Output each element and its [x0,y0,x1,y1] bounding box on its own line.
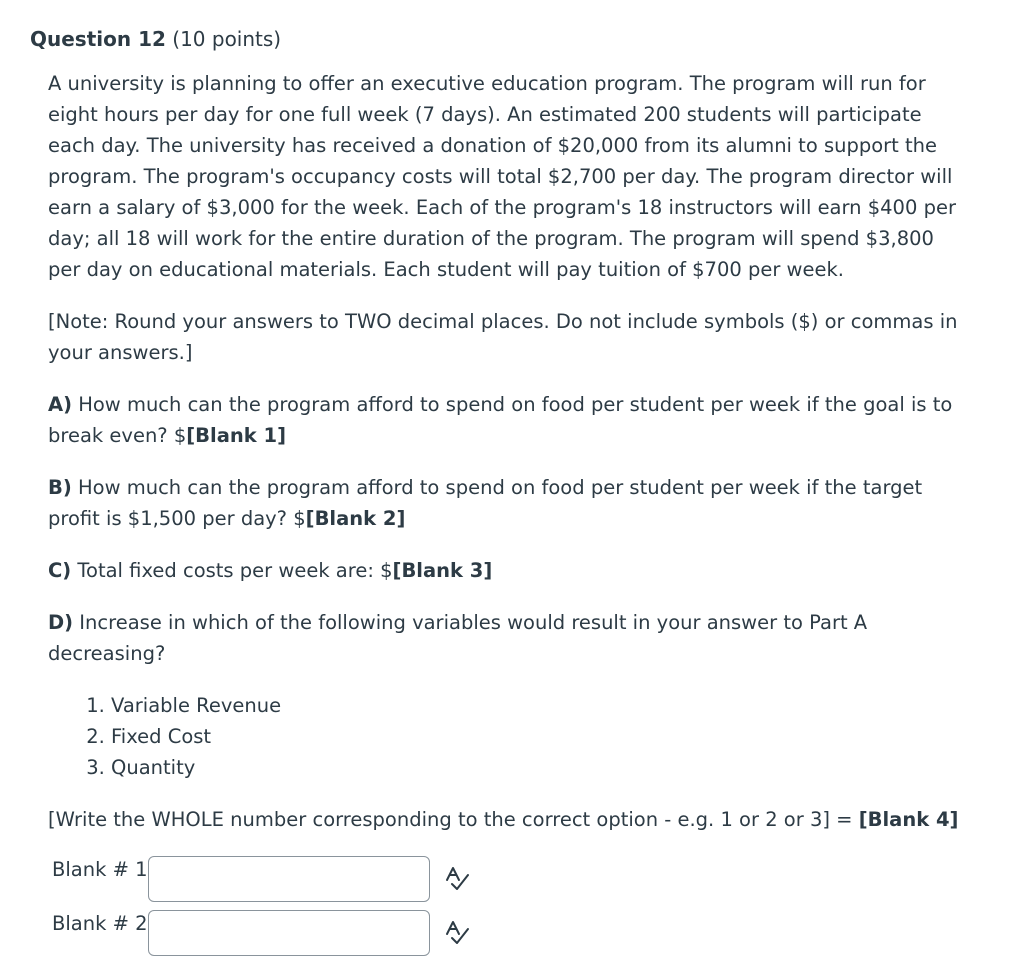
part-b [48,472,968,534]
part-b-text: How much can the program afford to spend on food per student per week if the target profit is $1,500 per day? $ [48,476,923,530]
part-d-text: Increase in which of the following variables would result in your answer to Part A decreasing? [48,611,868,665]
blank-row-2 [52,910,470,956]
part-a [48,389,968,451]
part-c-label: C) [48,559,72,582]
write-instruction-text: [Write the WHOLE number corresponding to the correct option - e.g. 1 or 2 or 3] = [48,808,859,831]
spellcheck-icon[interactable] [444,866,470,892]
blank-1-label: Blank # 1 [52,858,148,881]
part-a-text: How much can the program afford to spend on food per student per week if the goal is to break even? $ [48,393,953,447]
question-title: Question 12 [30,27,166,51]
write-blank: [Blank 4] [858,808,959,831]
part-b-blank: [Blank 2] [305,507,406,530]
spellcheck-icon[interactable] [444,920,470,946]
option-item: 2. Fixed Cost [111,721,968,752]
part-d-label: D) [48,611,74,634]
option-item: 3. Quantity [111,752,968,783]
part-a-label: A) [48,393,73,416]
blank-2-input[interactable] [148,910,430,956]
part-c-blank: [Blank 3] [392,559,493,582]
options-list [48,690,968,783]
part-b-label: B) [48,476,72,499]
question-intro: A university is planning to offer an executive education program. The program will run for eight hours per day for one full week (7 days). An estimated 200 students will participate each day. The university has received a donation of $20,000 from its alumni to support the program. The program's occupancy costs will total $2,700 per day. The program director will earn a salary of $3,000 for the week. Each of the program's 18 instructors will earn $400 per day; all 18 will work for the entire duration of the program. The program will spend $3,800 per day on educational materials. Each student will pay tuition of $700 per week. [48,72,956,281]
question-body [48,68,968,856]
question-points: (10 points) [172,27,282,51]
part-c [48,555,968,586]
question-header [30,26,281,52]
blank-1-input[interactable] [148,856,430,902]
write-instruction [48,804,968,835]
blank-2-label: Blank # 2 [52,912,148,935]
question-note: [Note: Round your answers to TWO decimal places. Do not include symbols ($) or commas in your answers.] [48,310,958,364]
blank-row-1 [52,856,470,902]
part-c-text: Total fixed costs per week are: $ [71,559,393,582]
part-a-blank: [Blank 1] [186,424,287,447]
option-item: 1. Variable Revenue [111,690,968,721]
part-d [48,607,968,669]
